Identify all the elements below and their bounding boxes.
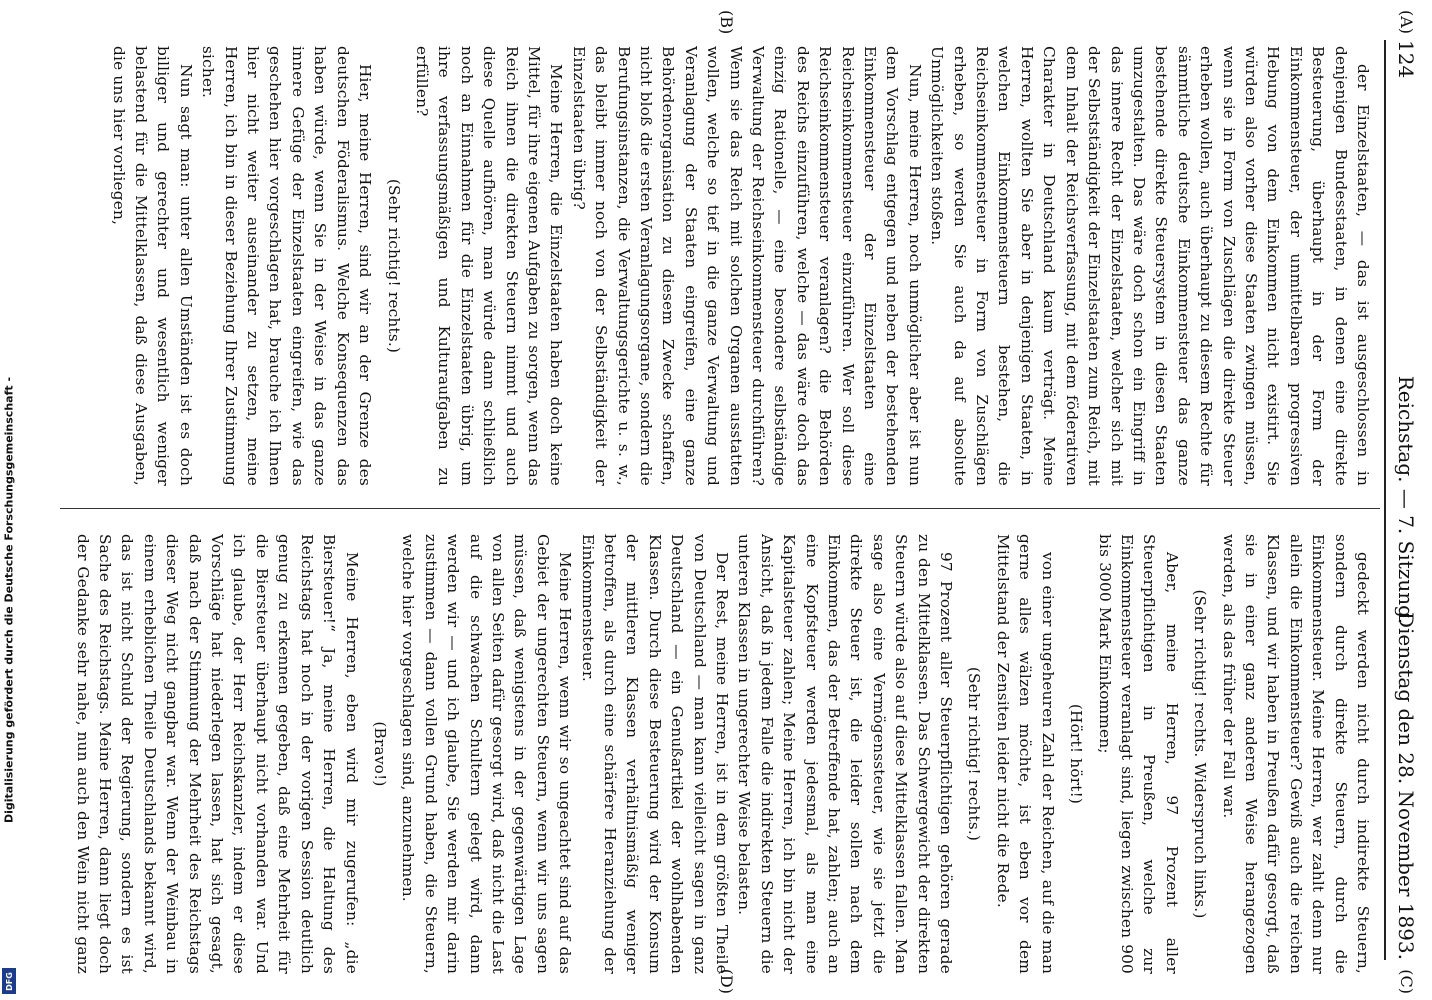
left-column [74, 46, 1374, 486]
marker-c: (C) [1397, 969, 1416, 994]
interjection: (Sehr richtig! rechts. Widerspruch links.) [1191, 589, 1210, 919]
paragraph: von einer ungeheuren Zahl der Reichen, auf die man gerne alles wälzen möchte, ist eben vor dem Mittelstand der Zensiten leider nicht die Rede. [993, 534, 1057, 974]
paragraph: Meine Herren, wenn wir so ungeachtet sind auf das Gebiet der ungerechten Steuern, wenn wir uns sagen müssen, daß wenigstens in der gegenwärtigen Lage von allen Seiten dafür gesorgt wird, daß nicht die Last auf die schwachen Schultern gelegt wird, dann werden wir — und ich glaube, Sie werden mir darin zustimmen — dann vollen Grund haben, die Steuern, welche hier vorgeschlagen sind, anzunehmen. [399, 534, 575, 974]
paragraph: Meine Herren, eben wird mir zugerufen: „die Biersteuer!“ Ja, meine Herren, die Haltung des Reichstags hat noch in der vorigen Session deutlich genug zu erkennen gegeben, daß eine Mehrheit für die Biersteuer überhaupt nicht vorhanden war. Und ich glaube, der Herr Reichskanzler, indem er diese Vorschläge hat niederlegen lassen, hat sich gesagt, daß nach der Stimmung der Mehrheit des Reichstags dieser Weg nicht gangbar war. Wenn der Weinbau in einem erheblichen Theile Deutschlands bekannt wird, das ist nicht Schuld der Regierung, sondern es ist Sache des Reichstags. Meine Herren, dann liegt doch der Gedanke sehr nahe, nun auch den Wein nicht ganz [74, 534, 361, 974]
page-header [1388, 40, 1418, 960]
page-date: Dienstag den 28. November 1893. [1394, 611, 1418, 960]
paragraph: Meine Herren, die Einzelstaaten haben doch keine Mittel, für ihre eigenen Aufgaben zu sorgen, wenn das Reich ihnen die direkten Steuern nimmt und auch diese Quelle aufhören, man würde dann schließlich noch an Einnahmen für die Einzelstaaten übrig, um ihre verfassungsmäßigen und Kulturaufgaben zu erfüllen? [412, 46, 566, 486]
paragraph: Nun sagt man: unter allen Umständen ist es doch billiger und gerechter und wesentlich weniger belastend für die Mittelklassen, daß diese Ausgaben, die uns hier vorliegen, [109, 46, 195, 486]
paragraph: Aber, meine Herren, 97 Prozent aller Steuerpflichtigen in Preußen, welche zur Einkommensteuer veranlagt sind, liegen zwischen 900 bis 3000 Mark Einkommen; [1095, 534, 1181, 974]
marker-b: (B) [717, 10, 736, 35]
paragraph: der Einzelstaaten, — das ist ausgeschlossen in denjenigen Bundesstaaten, in denen eine direkte Besteuerung, überhaupt in der Form der Einkommensteuer, der unmittelbaren progressiven Hebung von dem Einkommen nicht existirt. Sie würden also vorher diese Staaten zwingen müssen, wenn sie in Form von Zuschlägen die direkte Steuer erheben wollen, auch überhaupt zu diesem Rechte für sämmtliche deutsche Einkommensteuer das ganze bestehende direkte Steuersystem in diesen Staaten umzugestalten. Das wäre doch schon ein Eingriff in das innere Recht der Einzelstaaten, welcher sich mit der Selbstständigkeit der Einzelstaaten zum Reich, mit dem Inhalt der Reichsverfassung, mit dem föderativen Charakter in Deutschland kaum verträgt. Meine Herren, wollten Sie aber in denjenigen Staaten, in welchen Einkommensteuern bestehen, die Reichseinkommensteuer in Form von Zuschlägen erheben, so werden Sie auch da auf absolute Unmöglichkeiten stoßen. [928, 46, 1372, 486]
dfg-logo [2, 968, 16, 994]
newspaper-page [26, 0, 1426, 1000]
interjection: (Hört! hört!) [1067, 703, 1086, 805]
paragraph: Hier, meine Herren, sind wir an der Grenze des deutschen Föderalismus. Welche Konsequenzen das haben würde, wenn Sie in der Weise in das ganze innere Gefüge der Einzelstaaten eingreifen, wie das geschehen hier vorgeschlagen hat, brauche ich Ihnen hier nicht weiter auseinander zu setzen, meine Herren, ich bin in dieser Beziehung Ihrer Zustimmung sicher. [199, 46, 375, 486]
page-title: Reichstag. — 7. Sitzung. [1394, 375, 1418, 625]
column-divider [60, 508, 1380, 509]
footer-text: Digitalisierung gefördert durch die Deutsche Forschungsgemeinschaft - [2, 376, 16, 824]
header-rule [1384, 40, 1386, 960]
paragraph: 97 Prozent aller Steuerpflichtigen gehören gerade zu den Mittelklassen. Das Schwergewicht der direkten Steuern würde also auf diese Mittelklassen fallen. Man sage also eine Vermögenssteuer, wie sie jetzt die direkte Steuer ist, die leider sollen nach dem Einkommen, das der Betreffende hat, zahlen; auch an eine Kopfsteuer werden jedesmal, als man eine Kapitalsteuer zahlen; Meine Herren, ich bin nicht der Ansicht, daß in jedem Falle die indirekten Steuern die unteren Klassen in ungerechter Weise belasten. [735, 534, 956, 974]
right-column [74, 534, 1374, 974]
interjection: (Sehr richtig! rechts.) [965, 666, 984, 842]
paragraph: Der Rest, meine Herren, ist in dem größten Theile von Deutschland — man kann vielleicht sagen in ganz Deutschland — ein Genußartikel der wohlhabenden Klassen. Durch diese Besteuerung wird der Konsum der mittleren Klassen verhältnismäßig weniger betroffen, als durch eine schärfere Heranziehung der Einkommensteuer. [578, 534, 732, 974]
marker-d: (D) [717, 968, 736, 994]
paragraph: Nun, meine Herren, noch unmöglicher aber ist nun dem Vorschlag entgegen und neben der bestehenden Einkommensteuer der Einzelstaaten eine Reichseinkommensteuer einzuführen. Wer soll diese Reichseinkommensteuer veranlagen? die Behörden des Reichs einzuführen, welche — das wäre doch das einzig Rationelle, — eine besondere selbständige Verwaltung der Reichseinkommensteuer durchführen? Wenn sie das Reich mit solchen Organen ausstatten wollen, welche so tief in die ganze Verwaltung und Veranlagung der Staaten eingreifen, eine ganze Behördenorganisation zu diesem Zwecke schaffen, nicht bloß die ersten Veranlagungsorgane, sondern die Berufungsinstanzen, die Verwaltungsgerichte u. s. w., das bleibt immer noch von der Selbständigkeit der Einzelstaaten übrig? [569, 46, 924, 486]
dfg-logo-text: DFG [4, 971, 14, 991]
digitization-footer [0, 0, 18, 1000]
page-number: 124 [1394, 40, 1418, 79]
interjection: (Bravo!) [370, 721, 389, 787]
paragraph: gedeckt werden nicht durch indirekte Steuern, sondern durch direkte Steuern, durch die Einkommensteuer. Meine Herren, wer zahlt denn nur allein die Einkommensteuer? Gewiß auch die reichen Klassen, und wir haben in Preußen dafür gesorgt, daß sie in einer ganz anderen Weise herangezogen werden, als das früher der Fall war. [1219, 534, 1372, 974]
marker-a: (A) [1397, 10, 1416, 35]
interjection: (Sehr richtig! rechts.) [384, 178, 403, 354]
